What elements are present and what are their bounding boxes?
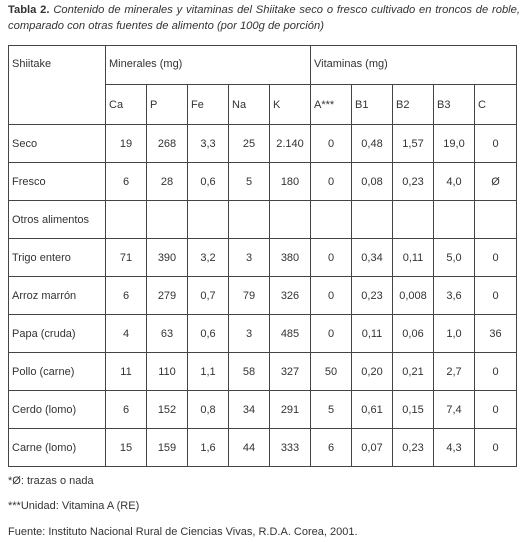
table-cell: 279 bbox=[147, 277, 188, 315]
table-cell: 0 bbox=[475, 125, 517, 163]
table-cell: 0,11 bbox=[352, 315, 393, 353]
row-label: Pollo (carne) bbox=[9, 353, 106, 391]
table-row bbox=[9, 125, 517, 163]
table-caption-label: Tabla 2. bbox=[8, 4, 50, 16]
table-cell bbox=[434, 201, 475, 239]
vitamins-group-header: Vitaminas (mg) bbox=[311, 46, 517, 85]
table-cell: 34 bbox=[229, 391, 270, 429]
table-cell bbox=[188, 201, 229, 239]
table-cell: 110 bbox=[147, 353, 188, 391]
table-cell: 5,0 bbox=[434, 239, 475, 277]
table-section-row bbox=[9, 201, 517, 239]
table-cell bbox=[229, 201, 270, 239]
table-cell: 0 bbox=[475, 277, 517, 315]
minerals-group-header: Minerales (mg) bbox=[106, 46, 311, 85]
row-label: Arroz marrón bbox=[9, 277, 106, 315]
table-cell: 7,4 bbox=[434, 391, 475, 429]
table-row bbox=[9, 429, 517, 467]
table-cell: Ø bbox=[475, 163, 517, 201]
traces-note: *Ø: trazas o nada bbox=[8, 475, 94, 487]
row-label: Fresco bbox=[9, 163, 106, 201]
table-cell: 0 bbox=[475, 391, 517, 429]
table-cell: 0 bbox=[311, 163, 352, 201]
table-cell: 390 bbox=[147, 239, 188, 277]
table-cell: 11 bbox=[106, 353, 147, 391]
table-cell: 4,3 bbox=[434, 429, 475, 467]
column-header-b2: B2 bbox=[393, 85, 434, 125]
table-cell: 291 bbox=[270, 391, 311, 429]
table-cell: 3 bbox=[229, 239, 270, 277]
table-cell: 63 bbox=[147, 315, 188, 353]
table-cell: 4,0 bbox=[434, 163, 475, 201]
section-label: Otros alimentos bbox=[9, 201, 106, 239]
table-cell: 3 bbox=[229, 315, 270, 353]
table-cell: 0 bbox=[475, 429, 517, 467]
table-caption-text: Contenido de minerales y vitaminas del Shiitake seco o fresco cultivado en troncos de roble, comparado con otras fuentes de alimento (por 100g de porción) bbox=[8, 4, 520, 32]
table-cell: 6 bbox=[106, 277, 147, 315]
table-cell: 71 bbox=[106, 239, 147, 277]
table-cell: 28 bbox=[147, 163, 188, 201]
table-cell: 5 bbox=[229, 163, 270, 201]
table-cell: 50 bbox=[311, 353, 352, 391]
table-row bbox=[9, 315, 517, 353]
table-cell: 326 bbox=[270, 277, 311, 315]
row-label: Papa (cruda) bbox=[9, 315, 106, 353]
table-cell: 36 bbox=[475, 315, 517, 353]
table-cell: 4 bbox=[106, 315, 147, 353]
table-cell: 0,48 bbox=[352, 125, 393, 163]
table-cell: 0,6 bbox=[188, 315, 229, 353]
table-cell: 58 bbox=[229, 353, 270, 391]
table-cell: 6 bbox=[106, 391, 147, 429]
table-cell: 19,0 bbox=[434, 125, 475, 163]
table-cell: 333 bbox=[270, 429, 311, 467]
table-cell: 6 bbox=[106, 163, 147, 201]
table-cell: 380 bbox=[270, 239, 311, 277]
table-cell: 485 bbox=[270, 315, 311, 353]
table-cell: 2,7 bbox=[434, 353, 475, 391]
table-cell: 0,11 bbox=[393, 239, 434, 277]
table-cell: 15 bbox=[106, 429, 147, 467]
table-cell: 3,2 bbox=[188, 239, 229, 277]
column-header-k: K bbox=[270, 85, 311, 125]
table-cell: 2.140 bbox=[270, 125, 311, 163]
unit-note: ***Unidad: Vitamina A (RE) bbox=[8, 500, 140, 512]
table-cell: 3,6 bbox=[434, 277, 475, 315]
table-cell: 6 bbox=[311, 429, 352, 467]
table-row bbox=[9, 353, 517, 391]
table-cell: 3,3 bbox=[188, 125, 229, 163]
table-cell bbox=[147, 201, 188, 239]
table-cell: 180 bbox=[270, 163, 311, 201]
table-cell: 0,23 bbox=[393, 163, 434, 201]
table-cell: 0,23 bbox=[393, 429, 434, 467]
row-label: Seco bbox=[9, 125, 106, 163]
table-cell bbox=[393, 201, 434, 239]
table-cell: 5 bbox=[311, 391, 352, 429]
table-cell: 159 bbox=[147, 429, 188, 467]
table-cell: 0,23 bbox=[352, 277, 393, 315]
table-cell bbox=[475, 201, 517, 239]
table-cell: 0 bbox=[311, 125, 352, 163]
table-cell: 0,7 bbox=[188, 277, 229, 315]
table-cell: 327 bbox=[270, 353, 311, 391]
corner-header: Shiitake bbox=[9, 46, 106, 125]
table-cell: 0,21 bbox=[393, 353, 434, 391]
column-header-b3: B3 bbox=[434, 85, 475, 125]
table-cell: 0,08 bbox=[352, 163, 393, 201]
table-cell: 1,1 bbox=[188, 353, 229, 391]
table-cell: 0 bbox=[475, 353, 517, 391]
column-header-p: P bbox=[147, 85, 188, 125]
column-header-b1: B1 bbox=[352, 85, 393, 125]
table-cell: 1,57 bbox=[393, 125, 434, 163]
table-cell: 0 bbox=[311, 315, 352, 353]
table-cell: 0,06 bbox=[393, 315, 434, 353]
column-header-fe: Fe bbox=[188, 85, 229, 125]
source-note: Fuente: Instituto Nacional Rural de Ciencias Vivas, R.D.A. Corea, 2001. bbox=[8, 526, 358, 538]
column-header-ca: Ca bbox=[106, 85, 147, 125]
table-cell bbox=[352, 201, 393, 239]
table-row bbox=[9, 277, 517, 315]
table-cell: 79 bbox=[229, 277, 270, 315]
row-label: Cerdo (lomo) bbox=[9, 391, 106, 429]
table-cell: 0,61 bbox=[352, 391, 393, 429]
table-cell: 0,07 bbox=[352, 429, 393, 467]
table-cell: 0,20 bbox=[352, 353, 393, 391]
table-cell: 152 bbox=[147, 391, 188, 429]
column-header-na: Na bbox=[229, 85, 270, 125]
table-cell: 0 bbox=[311, 277, 352, 315]
table-cell: 0,008 bbox=[393, 277, 434, 315]
table-cell bbox=[106, 201, 147, 239]
table-cell: 0,15 bbox=[393, 391, 434, 429]
table-cell: 0 bbox=[475, 239, 517, 277]
column-header-a: A*** bbox=[311, 85, 352, 125]
table-cell bbox=[270, 201, 311, 239]
table-caption bbox=[8, 2, 520, 34]
header-group-row bbox=[9, 46, 517, 85]
table-cell: 1,6 bbox=[188, 429, 229, 467]
table-row bbox=[9, 239, 517, 277]
table-cell: 0 bbox=[311, 239, 352, 277]
table-cell: 44 bbox=[229, 429, 270, 467]
table-cell: 0,6 bbox=[188, 163, 229, 201]
table-row bbox=[9, 163, 517, 201]
table-cell: 25 bbox=[229, 125, 270, 163]
table-cell: 1,0 bbox=[434, 315, 475, 353]
table-cell: 268 bbox=[147, 125, 188, 163]
table-cell bbox=[311, 201, 352, 239]
table-row bbox=[9, 391, 517, 429]
row-label: Trigo entero bbox=[9, 239, 106, 277]
table-cell: 0,8 bbox=[188, 391, 229, 429]
row-label: Carne (lomo) bbox=[9, 429, 106, 467]
nutrition-table bbox=[8, 45, 517, 467]
table-cell: 0,34 bbox=[352, 239, 393, 277]
column-header-c: C bbox=[475, 85, 517, 125]
table-cell: 19 bbox=[106, 125, 147, 163]
